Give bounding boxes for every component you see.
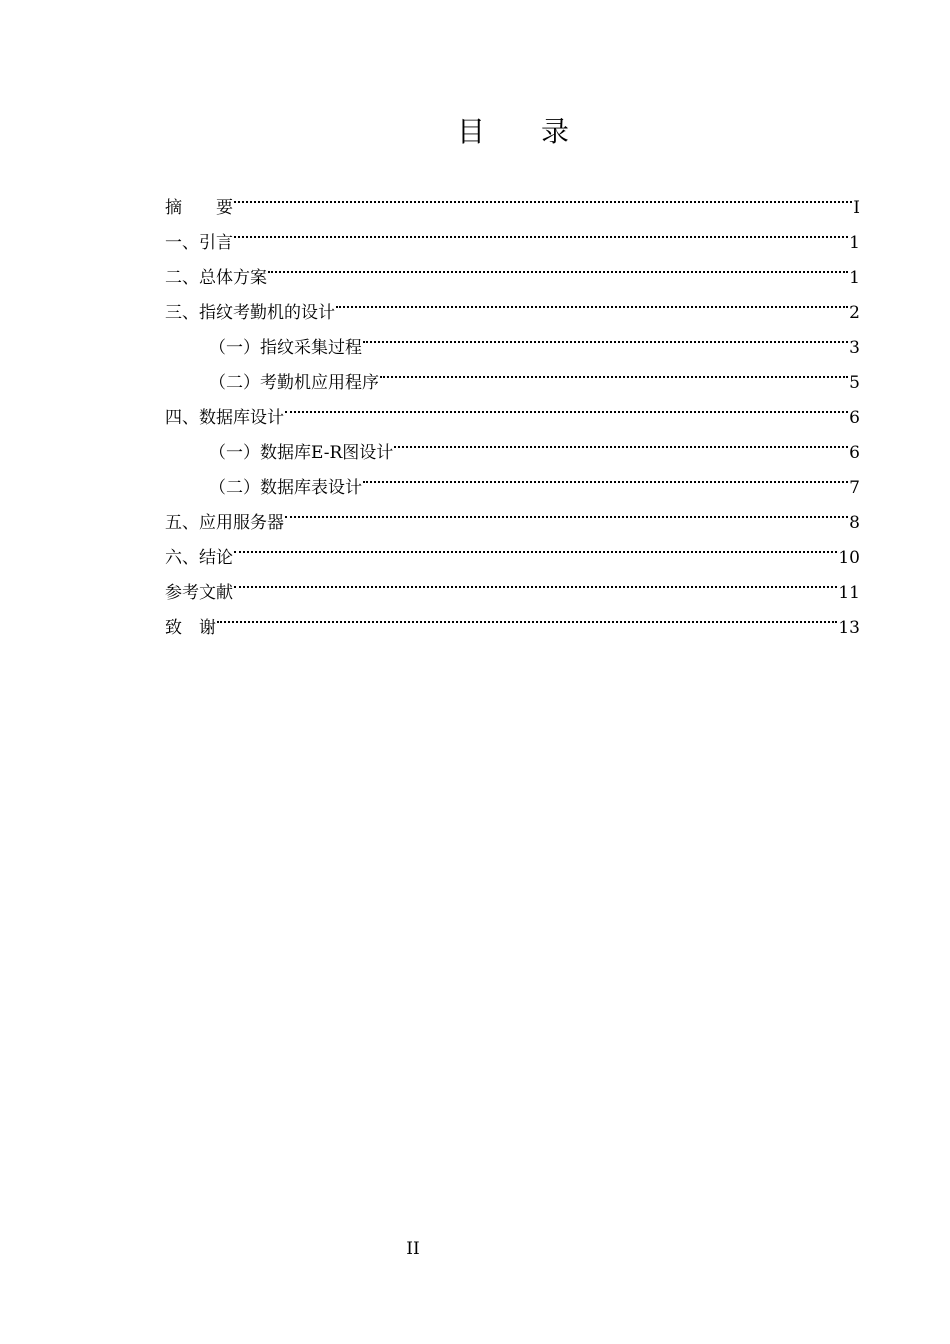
toc-leader-dots [285, 388, 848, 423]
toc-entry-introduction[interactable] [165, 213, 860, 253]
toc-entry-label: 参考文献 [165, 583, 233, 603]
toc-title: 目 录 [456, 115, 569, 148]
toc-entry-page: I [853, 198, 860, 218]
toc-entry-page: 2 [849, 303, 860, 323]
toc-entry-label: 五、应用服务器 [165, 513, 284, 533]
toc-leader-dots [234, 563, 837, 598]
toc-entry-label: 一、引言 [165, 233, 233, 253]
toc-entry-label: （一）数据库E-R图设计 [209, 443, 394, 463]
toc-entry-overall-plan[interactable] [165, 248, 860, 288]
toc-leader-dots [363, 458, 848, 493]
toc-entry-label: 摘 要 [165, 198, 233, 218]
toc-leader-dots [234, 213, 848, 248]
toc-entry-page: 1 [849, 233, 860, 253]
toc-entry-label: 致 谢 [165, 618, 216, 638]
toc-leader-dots [234, 178, 852, 213]
toc-leader-dots [268, 248, 848, 283]
toc-entry-label: 三、指纹考勤机的设计 [165, 303, 335, 323]
toc-entry-page: 3 [849, 338, 860, 358]
toc-entry-page: 5 [849, 373, 860, 393]
toc-entry-acknowledgements[interactable] [165, 598, 860, 638]
toc-entry-label: （二）考勤机应用程序 [209, 373, 379, 393]
toc-entry-abstract[interactable] [165, 178, 860, 218]
page-number: II [406, 1239, 420, 1259]
toc-entry-label: （二）数据库表设计 [209, 478, 362, 498]
toc-entry-page: 13 [838, 618, 860, 638]
toc-entry-page: 6 [849, 408, 860, 428]
toc-entry-page: 1 [849, 268, 860, 288]
toc-leader-dots [394, 423, 848, 458]
toc-entry-page: 11 [838, 583, 860, 603]
toc-leader-dots [363, 318, 848, 353]
toc-entry-fingerprint-design[interactable] [165, 283, 860, 323]
toc-entry-label: （一）指纹采集过程 [209, 338, 362, 358]
toc-leader-dots [217, 598, 837, 633]
toc-entry-page: 6 [849, 443, 860, 463]
toc-leader-dots [380, 353, 848, 388]
toc-entry-page: 7 [849, 478, 860, 498]
toc-entry-references[interactable] [165, 563, 860, 603]
toc-entry-page: 8 [849, 513, 860, 533]
toc-entry-page: 10 [838, 548, 860, 568]
table-of-contents [165, 178, 860, 638]
toc-entry-conclusion[interactable] [165, 528, 860, 568]
toc-leader-dots [336, 283, 848, 318]
toc-entry-label: 四、数据库设计 [165, 408, 284, 428]
toc-entry-label: 六、结论 [165, 548, 233, 568]
toc-leader-dots [285, 493, 848, 528]
toc-leader-dots [234, 528, 837, 563]
toc-entry-label: 二、总体方案 [165, 268, 267, 288]
